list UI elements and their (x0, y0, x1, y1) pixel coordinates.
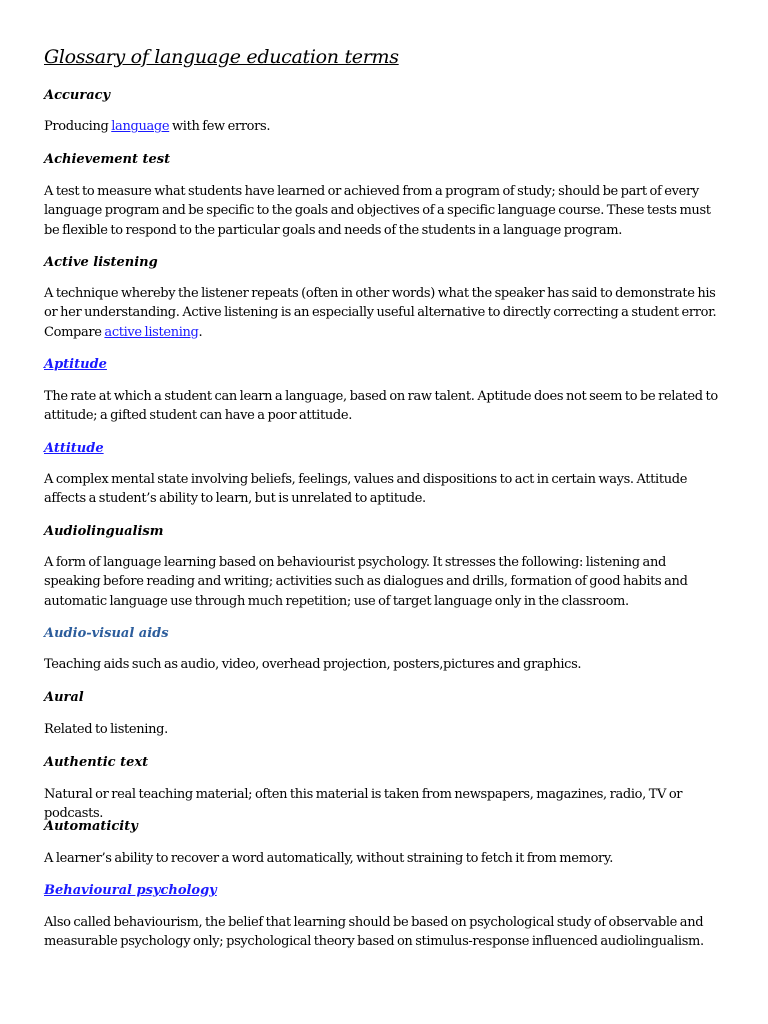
term-automaticity: Automaticity (44, 819, 138, 834)
definition-authentic-text: Natural or real teaching material; often this material is taken from newspapers, magazines, radio, TV or podcasts. (44, 787, 683, 822)
document-title: Glossary of language education terms (44, 46, 399, 68)
definition-text: A technique whereby the listener repeats (often in other words) what the speaker has said to demonstrate his or her understanding. Active listening is an especially useful alternative to directly correcting a student error. Compare (44, 286, 717, 340)
definition-text: Producing (44, 119, 112, 134)
definition-text: with few errors. (169, 119, 271, 134)
definition-accuracy (44, 117, 720, 136)
term-audiolingualism: Audiolingualism (44, 524, 164, 539)
definition-audiolingualism: A form of language learning based on behaviourist psychology. It stresses the following: listening and speaking before reading and writing; activities such as dialogues and drills, formation of good habits and automatic language use through much repetition; use of target language only in the classroom. (44, 555, 688, 609)
term-achievement-test: Achievement test (44, 152, 171, 167)
term-authentic-text: Authentic text (44, 755, 149, 770)
term-active-listening: Active listening (44, 255, 158, 270)
definition-text: . (198, 324, 203, 340)
term-aural: Aural (44, 690, 84, 705)
term-aptitude-link[interactable]: Aptitude (44, 357, 107, 372)
definition-aptitude: The rate at which a student can learn a language, based on raw talent. Aptitude does not seem to be related to attitude; a gifted student can have a poor attitude. (44, 389, 718, 424)
term-audio-visual-aids: Audio-visual aids (44, 626, 169, 641)
definition-attitude: A complex mental state involving beliefs, feelings, values and dispositions to act in certain ways. Attitude affects a student’s ability to learn, but is unrelated to aptitude. (44, 472, 688, 507)
active-listening-link[interactable]: active listening (104, 324, 199, 340)
definition-audio-visual-aids: Teaching aids such as audio, video, overhead projection, posters,pictures and graphics. (44, 657, 582, 672)
definition-aural: Related to listening. (44, 722, 168, 737)
definition-achievement-test: A test to measure what students have learned or achieved from a program of study; should be part of every language program and be specific to the goals and objectives of a specific language course. These tests must be flexible to respond to the particular goals and needs of the students in a language program. (44, 184, 711, 238)
term-accuracy: Accuracy (44, 88, 111, 103)
definition-automaticity: A learner’s ability to recover a word automatically, without straining to fetch it from memory. (44, 851, 613, 866)
definition-active-listening (44, 284, 720, 342)
language-link[interactable]: language (111, 119, 170, 134)
term-behavioural-psychology-link[interactable]: Behavioural psychology (44, 883, 217, 898)
term-attitude-link[interactable]: Attitude (44, 441, 104, 456)
definition-behavioural-psychology: Also called behaviourism, the belief that learning should be based on psychological study of observable and measurable psychology only; psychological theory based on stimulus-response influenced audiolingualism. (44, 915, 704, 950)
